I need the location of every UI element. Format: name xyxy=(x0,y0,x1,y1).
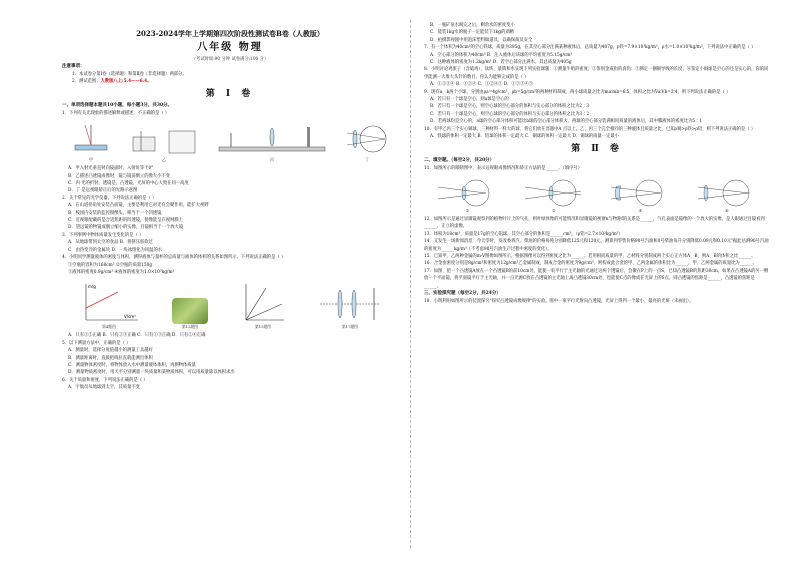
answer-options: D．测量物质密度时，用天平分别测量一块质量和某物质体积，可以用质量除以体积求出 xyxy=(68,370,235,376)
fig1-caption-1: 甲 xyxy=(89,157,93,163)
exam-meta: （考试时间:90 分钟 试卷满分:100 分） xyxy=(191,57,269,62)
note-1: 1．本试卷分第Ⅰ卷（选择题）和第Ⅱ卷（非选择题）两部分。 xyxy=(72,72,187,77)
mass-volume-plot xyxy=(78,282,140,324)
eye-ray-diagram-3 xyxy=(609,178,671,208)
question-figure-row xyxy=(62,278,398,330)
left-column xyxy=(62,22,398,558)
eye-ray-diagram-2 xyxy=(523,178,585,208)
eye-figure xyxy=(345,123,389,163)
fig1-caption-2: 乙 xyxy=(162,157,166,163)
eye-ray-diagram-4 xyxy=(696,178,758,208)
graph-ylabel: m/g xyxy=(88,284,96,290)
question-text: 11．如图所示的眼睛图中，表示远视眼成像情况和矫正方法的是______。（填序号） xyxy=(424,165,583,171)
leaf-photo xyxy=(172,298,208,330)
answer-options: C．由热变冷的金属块 D．一块冰熔化为同温的水 xyxy=(68,247,163,253)
note-2 xyxy=(62,78,398,85)
right-questions xyxy=(424,22,770,305)
question-text: 6．关于质量和密度，下列说法正确的是（ ） xyxy=(62,377,148,383)
answer-options: D．丁 是远视眼矫正后的光路示意图 xyxy=(68,188,138,194)
question-text: 16．合金由密度分别是8g/cm³和密度为12g/cm³乙金属制成，制成合金的密度为9g/cm³，则构成此合金的甲、乙两金属的体积比为______，甲、乙两金属的质量比为______。 xyxy=(424,261,757,267)
volume-2-heading: 第 Ⅱ 卷 xyxy=(571,143,623,154)
eye-figure-1 xyxy=(436,178,498,214)
answer-options: A．甲入射光垂直射向镜面时，入射角等于0° xyxy=(68,166,154,172)
candle-figure xyxy=(129,123,199,163)
answer-options: C．这种液体的密度为1.2kg/m³ D．若空心部分注满水，其总质量为405g xyxy=(430,60,572,66)
answer-options: B．一瓶矿泉水喝完之后，剩余水的密度变小 xyxy=(430,23,515,28)
two-lens-diagram xyxy=(318,282,382,324)
mirror-diagram xyxy=(71,123,111,157)
fig2-caption-4: 第17题图 xyxy=(341,324,359,330)
optics-figure-row xyxy=(62,119,398,163)
fig1-caption-4: 丁 xyxy=(365,157,369,163)
question-text: 14．又发生一场新闻消息：今天零时，发改委将汽、柴油的价格每吨分别降低125元和120元，测算到零售价格90号汽油和0号柴油每升分别降低0.09元和0.10元"据此估测90号汽油的密度为______kg/m³（不考虑90号汽油生产过程中密度的变化）。 xyxy=(424,239,769,252)
fig2-caption-1: 第4题图 xyxy=(102,324,116,330)
question-text: 1．下列有关光现象的描述解释或描述，不正确的是（ ） xyxy=(62,110,170,116)
answer-options: ③液体的密度0.9g/cm³ ④液体的密度为1.0×10³kg/m³ xyxy=(68,269,175,275)
question-text: 3．下列事例中物体质量发生变化的是（ ） xyxy=(62,232,144,238)
section-1-heading: 一、单项选择题本题共10小题，每小题3分，共30分。 xyxy=(62,102,173,108)
fig3-caption-4: ④ xyxy=(725,207,729,213)
candle-lens-diagram xyxy=(129,123,199,157)
fig1-caption-3: 丙 xyxy=(270,157,274,163)
question-text: 17．如图，把一个凸透镜A放在一个凸透镜B的前10cm处，能使一束平行于主光轴的光通过这两个透镜后，会聚在P上的一点S，已知凸透镜B的焦距30cm，如果在凸透镜A的另一侧放一个平面镜，将平面镜平行于主光轴，并一点光源C放在凸透镜的主光轴上离凸透镜30cm处，也能使C点的像成在光屏上的S点，则凸透镜的焦距是______，凸透镜的焦距是______。 xyxy=(424,268,769,289)
answer-options: B．校园内安装的监控摄像头，相当于一个凹透镜 xyxy=(68,210,162,216)
answer-options: ①空瓶的容积为168cm³ ②空瓶的质量150g xyxy=(68,262,153,268)
exam-subject: 八年级 物理 xyxy=(197,42,263,53)
bench-figure xyxy=(217,123,327,163)
answer-options: C．能装1kg水的瓶子一定能装下1kg的酒精 xyxy=(430,30,514,36)
mass-volume-graph xyxy=(78,282,140,330)
right-column xyxy=(424,22,770,558)
exam-title: 2023-2024学年上学期第四次阶段性测试卷B卷（人教版） xyxy=(136,29,324,38)
section-3-heading: 三、实验探究题（每空2分，共24分） xyxy=(424,290,501,296)
answer-options: D．拍摄影视剧中用泡沫塑料做道具，以确保演员安全 xyxy=(430,37,533,43)
answer-options: C．丙 光的折射，透镜是，凸透镜，光屏的中心大致在同一高度 xyxy=(68,181,189,187)
eye-figure-4 xyxy=(696,178,758,214)
answer-options: C．若只有一个球是空心，则空心球的空心部分的体积与实心部分的体积之比为3∶2 xyxy=(430,111,590,117)
answer-options: A．铁球的体积一定最大 B．铝球的体积一定最大 C．铜球的体积一定最大 D．铜球的质量一定最小 xyxy=(430,134,619,140)
fig3-caption-1: ① xyxy=(465,207,469,213)
optical-bench-diagram xyxy=(217,123,327,157)
eye-figure-3 xyxy=(609,178,671,214)
answer-options: A．从地球带到太空的食品 B．将挤压胶软过 xyxy=(68,240,153,246)
question-text: 13．体积为18cm³，质量是17g的空心铝球，其空心部分的体积是______cm³。（ρ铝=2.7×10³kg/m³） xyxy=(424,231,623,237)
test-range: 人教版八上:5.4——6.4。 xyxy=(100,79,152,85)
answer-options: A．①②③④ B．①②④ C．①②④⑤ D．①②③④⑤ xyxy=(430,82,534,88)
answer-options: A．只有①②正确 B．只有②③正确 C．只有①③正确 D．只有②④正确 xyxy=(68,333,206,339)
answer-options: A．宇航员从地球到太空，其质量不变 xyxy=(68,385,140,391)
mirror-figure xyxy=(71,123,111,163)
two-lens-figure xyxy=(318,282,382,330)
answer-options: A．若只有一个球是空心，则a球是空心的 xyxy=(430,97,509,103)
question-text: 4．小明同学测量液体的密度与体积，测得液体与量杯的总质量与液体的体积的关系如图所示，下列说法正确的是（ ） xyxy=(62,255,286,261)
answer-options: C．测量物体密度时，将物体放入水中测量液体体积，再测物体质量 xyxy=(68,362,196,368)
answer-options: A．测量时，选择分度值越小的测量工具越好 xyxy=(68,348,153,354)
answer-options: A．在山道拐角处安装凸面镜，主要是利用它对光有会聚作用，能扩大视野 xyxy=(68,203,209,209)
question-text: 5．以下测量方法中，正确的是（ ） xyxy=(62,340,131,346)
notes-heading: 注意事项： xyxy=(62,64,85,69)
eye-figure-2 xyxy=(523,178,585,214)
answer-options: A．空心部分的体积为40cm³ B．注入液体后该球的平均密度为5.15g/cm³ xyxy=(430,52,573,58)
leaf-stomata-image xyxy=(172,298,208,324)
fig2-caption-3: 第15题图 xyxy=(254,324,272,330)
question-text: 9．现有a、b两个小球，分别由ρa=4g/cm³、ρb=5g/cm³的两种材料制成，两小球质量之比为ma∶mb=6∶5，体积之比为Va∶Vb=3∶4，则下列说法正确的是（ ） xyxy=(424,89,731,95)
question-text: 12．如图所示是通过显微镜观察到的植物叶片上的气孔，则叶绿体像的可能情况和显微镜的视窗n与物距f的关系是______，气孔表面是镜像的一个放大的实像，是人眼通过目镜看到______，正立的虚像。 xyxy=(424,216,765,230)
note-2-label: 2．测试范围： xyxy=(72,79,101,85)
density-graph xyxy=(240,282,286,330)
question-text: 8．小明讨论鸡蛋子（含硫鸡），钛铁、量筒和水实现下列实验课题：①测量牛奶的密度；②鉴别金戒指的真伪；③测定一捆铜导线的长度；④鉴定小铜球是空心的还是实心的，你的同学能测一大堆大头针的数目，你认为能够完成的是（ ） xyxy=(424,67,769,80)
eye-ray-diagram-1 xyxy=(436,178,498,208)
answer-options: C．近视眼配戴的是合适焦距的凹透镜，使像能呈在视网膜上 xyxy=(68,218,184,224)
volume-1-heading: 第 Ⅰ 卷 xyxy=(205,88,255,99)
question-text: 10．有甲乙丙三个实心铜球，三种材料一样大的球，将它们放在容器中A 点以上，乙、丙三个完全相同的三种液体且质量之比，已知ρ铜>ρ铁>ρ铝，则下列说法正确的是（ ） xyxy=(424,126,756,132)
question-text: 15．已知甲、乙两种金属的m-V图像如图所示，根据图像可以得到密度之比为______；若用相同质量的甲、乙材料分别制成两个实心正方体A、B，则A、B的体积之比______。 xyxy=(424,253,756,259)
question-text: 18．小明利用如图所示的装置探究"探究凸透镜成像规律"的实验。图中一束平行光射向凸透镜，光屏上得到一个最小、最亮的光斑（未画出）。 xyxy=(424,298,694,304)
fig2-caption-2: 第12题图 xyxy=(181,324,199,330)
answer-options: D．望远镜的物镜成倒立缩小的实像，目镜相当于一个放大镜 xyxy=(68,225,184,231)
section-2-heading: 二、填空题。（每空2分，共20分） xyxy=(424,157,495,163)
question-text: 2．关于常见的光学仪器，下列说法正确的是（ ） xyxy=(62,195,157,201)
fig3-caption-2: ② xyxy=(552,207,556,213)
density-plot xyxy=(240,282,286,324)
answer-options: B．测量距离时，直接把线拉直就能测出体积 xyxy=(68,355,153,361)
eye-figure-row xyxy=(424,174,770,214)
graph-xlabel: V/cm³ xyxy=(124,314,136,320)
answer-options: B．乙描述凸透镜成像时，镜与镜前倒立的像大小不变 xyxy=(68,173,170,179)
column-divider xyxy=(410,20,411,548)
answer-options: D．若两球均是空心的，a球的空心部分体积可能比b球的空心部分体积大，两球的空心部分装满相同质量的液体后，其中哪液体的密度比为5∶1 xyxy=(430,119,703,125)
fig3-caption-3: ③ xyxy=(638,207,642,213)
answer-options: B．若只有一个球是空心，则空心球的空心部分的体积与实心部分的体积之比为2∶3 xyxy=(430,104,590,110)
question-text: 7．有一个体积为40cm³的空心铁球，质量为395g，在其空心部分注满某种液体后，总质量为407g，ρ铁=7.9×10³kg/m³，ρ水=1.0×10³kg/m³，下列说法中正确的是（ ） xyxy=(424,45,756,51)
left-questions xyxy=(62,110,398,392)
eye-diagram xyxy=(345,123,389,157)
